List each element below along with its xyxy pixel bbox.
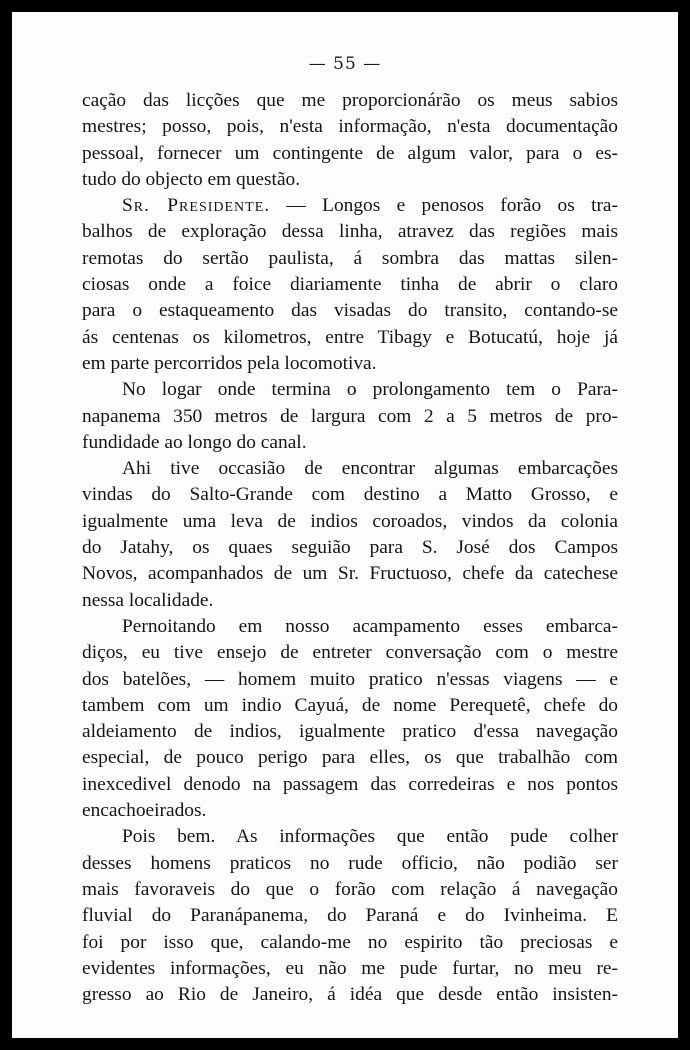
text-line: aldeiamento de indios, igualmente pratico d'essa navegação — [82, 721, 618, 743]
text-line: Pois bem. As informações que então pude colher — [122, 826, 618, 848]
text-line: diços, eu tive ensejo de entreter conversação com o mestre — [82, 642, 618, 664]
paragraph-heading: Sr. Presidente. — [122, 195, 271, 217]
text-line: em parte percorridos pela locomotiva. — [82, 352, 377, 374]
text-line: napanema 350 metros de largura com 2 a 5 metros de pro- — [82, 405, 618, 427]
text-line: Pernoitando em nosso acampamento esses embarca- — [122, 615, 618, 637]
paragraph — [82, 824, 618, 1008]
text-line: evidentes informações, eu não me pude furtar, no meu re- — [82, 957, 618, 979]
book-page — [12, 12, 678, 1038]
text-line: ás centenas os kilometros, entre Tibagy e Botucatú, hoje já — [82, 326, 618, 348]
text-line: pessoal, fornecer um contingente de algum valor, para o es- — [82, 142, 618, 164]
text-line: inexcedivel denodo na passagem das corredeiras e nos pontos — [82, 773, 618, 795]
text-line: No logar onde termina o prolongamento tem o Para- — [122, 379, 618, 401]
text-line: mestres; posso, pois, n'esta informação, n'esta documentação — [82, 116, 618, 138]
text-line: tambem com um indio Cayuá, de nome Perequetê, chefe do — [82, 694, 618, 716]
paragraph — [82, 456, 618, 614]
text-line: nessa localidade. — [82, 589, 214, 611]
text-line: igualmente uma leva de indios coroados, vindos da colonia — [82, 510, 618, 532]
paragraph — [82, 377, 618, 456]
text-line: gresso ao Rio de Janeiro, á idéa que desde então insisten- — [82, 984, 618, 1006]
text-line: foi por isso que, calando-me no espirito tão preciosas e — [82, 931, 618, 953]
text-line: balhos de exploração dessa linha, atravez das regiões mais — [82, 221, 618, 243]
paragraph — [82, 614, 618, 824]
page-number: — 55 — — [308, 54, 382, 74]
text-line: dos batelões, — homem muito pratico n'essas viagens — e — [82, 668, 618, 690]
text-line: tudo do objecto em questão. — [82, 168, 301, 190]
text-line: fundidade ao longo do canal. — [82, 431, 307, 453]
text-line: Novos, acompanhados de um Sr. Fructuoso, chefe da catechese — [82, 563, 618, 585]
text-line: cação das licções que me proporcionárão os meus sabios — [82, 90, 618, 111]
text-line: vindas do Salto-Grande com destino a Matto Grosso, e — [82, 484, 618, 506]
text-line — [82, 193, 618, 219]
text-line: do Jatahy, os quaes seguião para S. José dos Campos — [82, 537, 618, 559]
text-line: fluvial do Paranápanema, do Paraná e do Ivinheima. E — [82, 905, 618, 927]
text-line: mais favoraveis do que o forão com relação á navegação — [82, 878, 618, 900]
text-line: especial, de pouco perigo para elles, os que trabalhão com — [82, 747, 618, 769]
text-line: desses homens praticos no rude officio, não podião ser — [82, 852, 618, 874]
text-line: ciosas onde a foice diariamente tinha de abrir o claro — [82, 274, 618, 296]
body-text — [82, 88, 618, 1008]
text-run: — Longos e penosos forão os tra- — [270, 195, 618, 217]
text-line: remotas do sertão paulista, á sombra das mattas silen- — [82, 247, 618, 269]
paragraph — [82, 193, 618, 377]
paragraph — [82, 88, 618, 193]
text-line: Ahi tive occasião de encontrar algumas embarcações — [122, 458, 618, 480]
text-line: para o estaqueamento das visadas do transito, contando-se — [82, 300, 618, 322]
text-line: encachoeirados. — [82, 800, 207, 822]
